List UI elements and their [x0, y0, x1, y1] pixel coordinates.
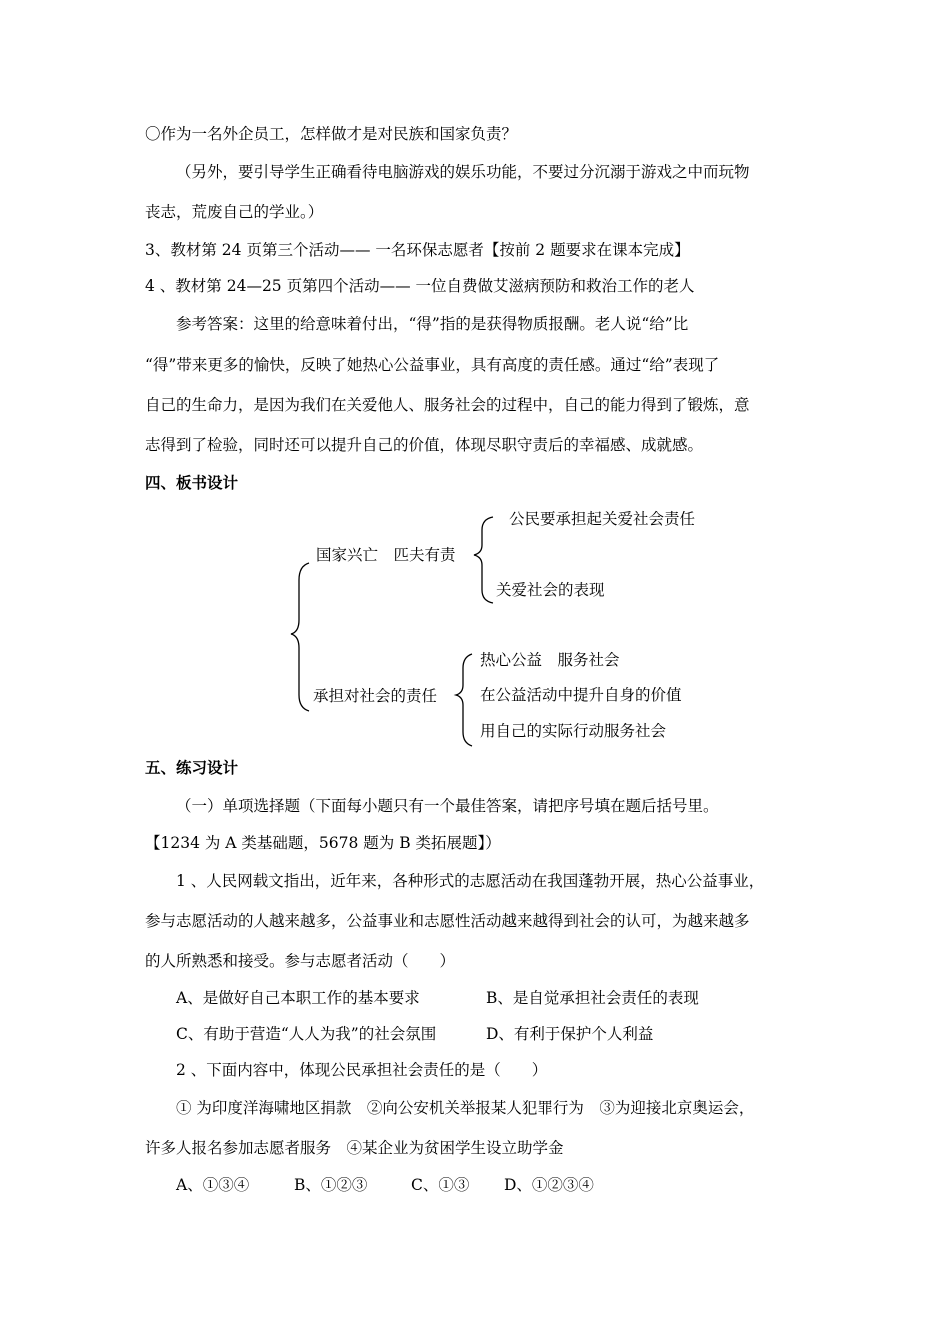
main-brace [291, 563, 309, 711]
q2-option-c: C、①③ [411, 1176, 470, 1194]
q2-items-2: 许多人报名参加志愿者服务 ④某企业为贫困学生设立助学金 [145, 1139, 564, 1157]
q1-line-1: 1 、人民网载文指出，近年来，各种形式的志愿活动在我国蓬勃开展，热心公益事业， [176, 872, 765, 890]
q1-line-2: 参与志愿活动的人越来越多，公益事业和志愿性活动越来越得到社会的认可，为越来越多 [145, 912, 750, 930]
q2-items-1: ① 为印度洋海啸地区捐款 ②向公安机关举报某人犯罪行为 ③为迎接北京奥运会， [176, 1099, 755, 1117]
q1-line-3: 的人所熟悉和接受。参与志愿者活动（ ） [145, 952, 456, 970]
q1-option-a: A、是做好自己本职工作的基本要求 [176, 989, 420, 1007]
board-heading: 四、板书设计 [145, 473, 239, 492]
board-group1-item2: 关爱社会的表现 [496, 581, 605, 599]
board-group2-item3: 用自己的实际行动服务社会 [480, 722, 667, 740]
practice-heading: 五、练习设计 [145, 758, 239, 777]
q2-option-b: B、①②③ [294, 1176, 368, 1194]
board-group2-item1: 热心公益 服务社会 [480, 651, 620, 669]
lower-brace [456, 654, 472, 746]
board-group1-item1: 公民要承担起关爱社会责任 [509, 510, 696, 528]
q2-option-d: D、①②③④ [504, 1176, 594, 1194]
note-line-2: 丧志，荒废自己的学业。） [145, 203, 324, 221]
activity-4: 4 、教材第 24—25 页第四个活动—— 一位自费做艾滋病预防和救治工作的老人 [145, 277, 695, 295]
upper-brace [474, 517, 493, 603]
q1-option-b: B、是自觉承担社会责任的表现 [486, 989, 699, 1007]
answer-line-2: “得”带来更多的愉快，反映了她热心公益事业，具有高度的责任感。通过“给”表现了 [145, 356, 720, 374]
q2-stem: 2 、下面内容中，体现公民承担社会责任的是（ ） [176, 1061, 548, 1079]
q1-option-d: D、有利于保护个人利益 [486, 1025, 654, 1043]
board-group1-title: 国家兴亡 匹夫有责 [316, 546, 456, 564]
answer-line-3: 自己的生命力，是因为我们在关爱他人、服务社会的过程中，自己的能力得到了锻炼，意 [145, 396, 750, 414]
answer-line-1: 参考答案：这里的给意味着付出，“得”指的是获得物质报酬。老人说“给”比 [176, 315, 689, 333]
answer-line-4: 志得到了检验，同时还可以提升自己的价值，体现尽职守责后的幸福感、成就感。 [145, 436, 704, 454]
activity-3: 3、教材第 24 页第三个活动—— 一名环保志愿者【按前 2 题要求在课本完成】 [145, 241, 690, 259]
q2-option-a: A、①③④ [176, 1176, 250, 1194]
q1-option-c: C、有助于营造“人人为我”的社会氛围 [176, 1025, 437, 1043]
practice-intro-1: （一）单项选择题（下面每小题只有一个最佳答案，请把序号填在题后括号里。 [176, 797, 719, 815]
board-group2-title: 承担对社会的责任 [313, 687, 438, 705]
note-line-1: （另外，要引导学生正确看待电脑游戏的娱乐功能，不要过分沉溺于游戏之中而玩物 [176, 163, 750, 181]
practice-intro-2: 【1234 为 A 类基础题，5678 题为 B 类拓展题】） [145, 834, 501, 852]
board-group2-item2: 在公益活动中提升自身的价值 [480, 686, 682, 704]
question-foreign-employee: 〇作为一名外企员工，怎样做才是对民族和国家负责？ [145, 125, 518, 143]
